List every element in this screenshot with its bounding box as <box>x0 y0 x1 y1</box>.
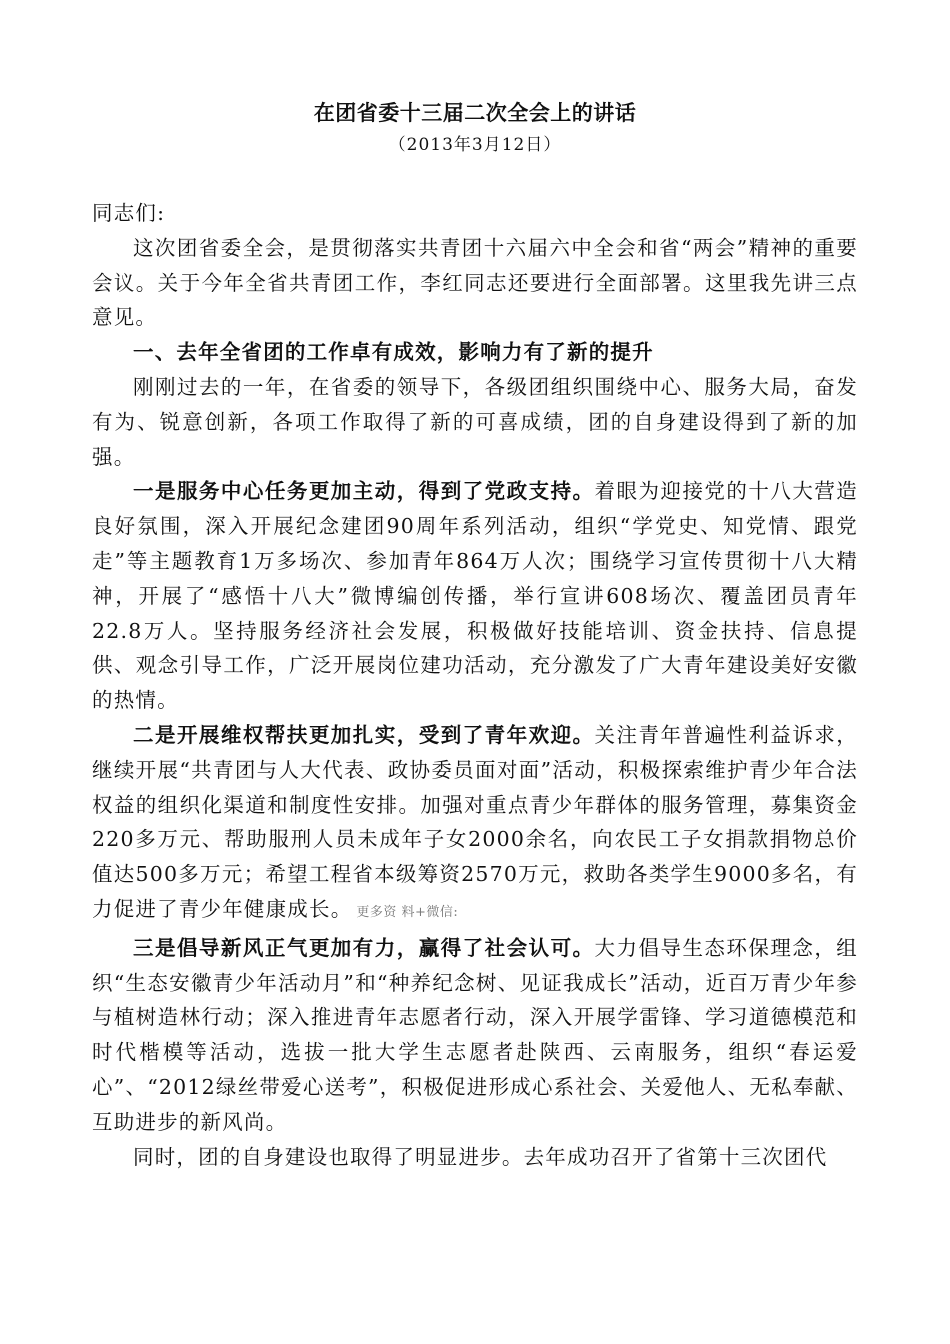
salutation: 同志们: <box>92 201 166 225</box>
document-date: （2013年3月12日） <box>388 135 562 155</box>
point-3-paragraph <box>92 931 858 1140</box>
document-body <box>92 196 858 1174</box>
document-title: 在团省委十三届二次全会上的讲话 <box>313 100 637 125</box>
section-heading-1: 一、去年全省团的工作卓有成效，影响力有了新的提升 <box>133 340 654 365</box>
closing-paragraph: 同时，团的自身建设也取得了明显进步。去年成功召开了省第十三次团代 <box>133 1144 828 1169</box>
section-intro-paragraph: 刚刚过去的一年，在省委的领导下，各级团组织围绕中心、服务大局，奋发有为、锐意创新，各项工作取得了新的可喜成绩，团的自身建设得到了新的加强。 <box>92 374 858 469</box>
point-1-lead: 一是服务中心任务更加主动，得到了党政支持。 <box>133 479 595 504</box>
point-3-lead: 三是倡导新风正气更加有力，赢得了社会认可。 <box>133 935 595 960</box>
watermark-text: 更多资 料+微信: <box>356 904 459 920</box>
intro-paragraph: 这次团省委全会，是贯彻落实共青团十六届六中全会和省“两会”精神的重要会议。关于今年全省共青团工作，李红同志还要进行全面部署。这里我先讲三点意见。 <box>92 235 858 330</box>
point-2-lead: 二是开展维权帮扶更加扎实，受到了青年欢迎。 <box>133 722 595 747</box>
point-1-paragraph <box>92 474 858 718</box>
point-1-text: 着眼为迎接党的十八大营造良好氛围，深入开展纪念建团90周年系列活动，组织“学党史、知党情、跟党走”等主题教育1万多场次、参加青年864万人次；围绕学习宣传贯彻十八大精神，开展了“感悟十八大”微博编创传播，举行宣讲608场次、覆盖团员青年22.8万人。坚持服务经济社会发展，积极做好技能培训、资金扶持、信息提供、观念引导工作，广泛开展岗位建功活动，充分激发了广大青年建设美好安徽的热情。 <box>92 479 859 713</box>
point-3-text: 大力倡导生态环保理念，组织“生态安徽青少年活动月”和“种养纪念树、见证我成长”活动，近百万青少年参与植树造林行动；深入推进青年志愿者行动，深入开展学雷锋、学习道德模范和时代楷模等活动，选拔一批大学生志愿者赴陕西、云南服务，组织“春运爱心”、“2012绿丝带爱心送考”，积极促进形成心系社会、关爱他人、无私奉献、互助进步的新风尚。 <box>92 935 859 1134</box>
point-2-text: 关注青年普遍性利益诉求，继续开展“共青团与人大代表、政协委员面对面”活动，积极探索维护青少年合法权益的组织化渠道和制度性安排。加强对重点青少年群体的服务管理，募集资金220多万元、帮助服刑人员未成年子女2000余名，向农民工子女捐款捐物总价值达500多万元；希望工程省本级筹资2570万元，救助各类学生9000多名，有力促进了青少年健康成长。 <box>92 722 859 921</box>
point-2-paragraph <box>92 718 858 931</box>
